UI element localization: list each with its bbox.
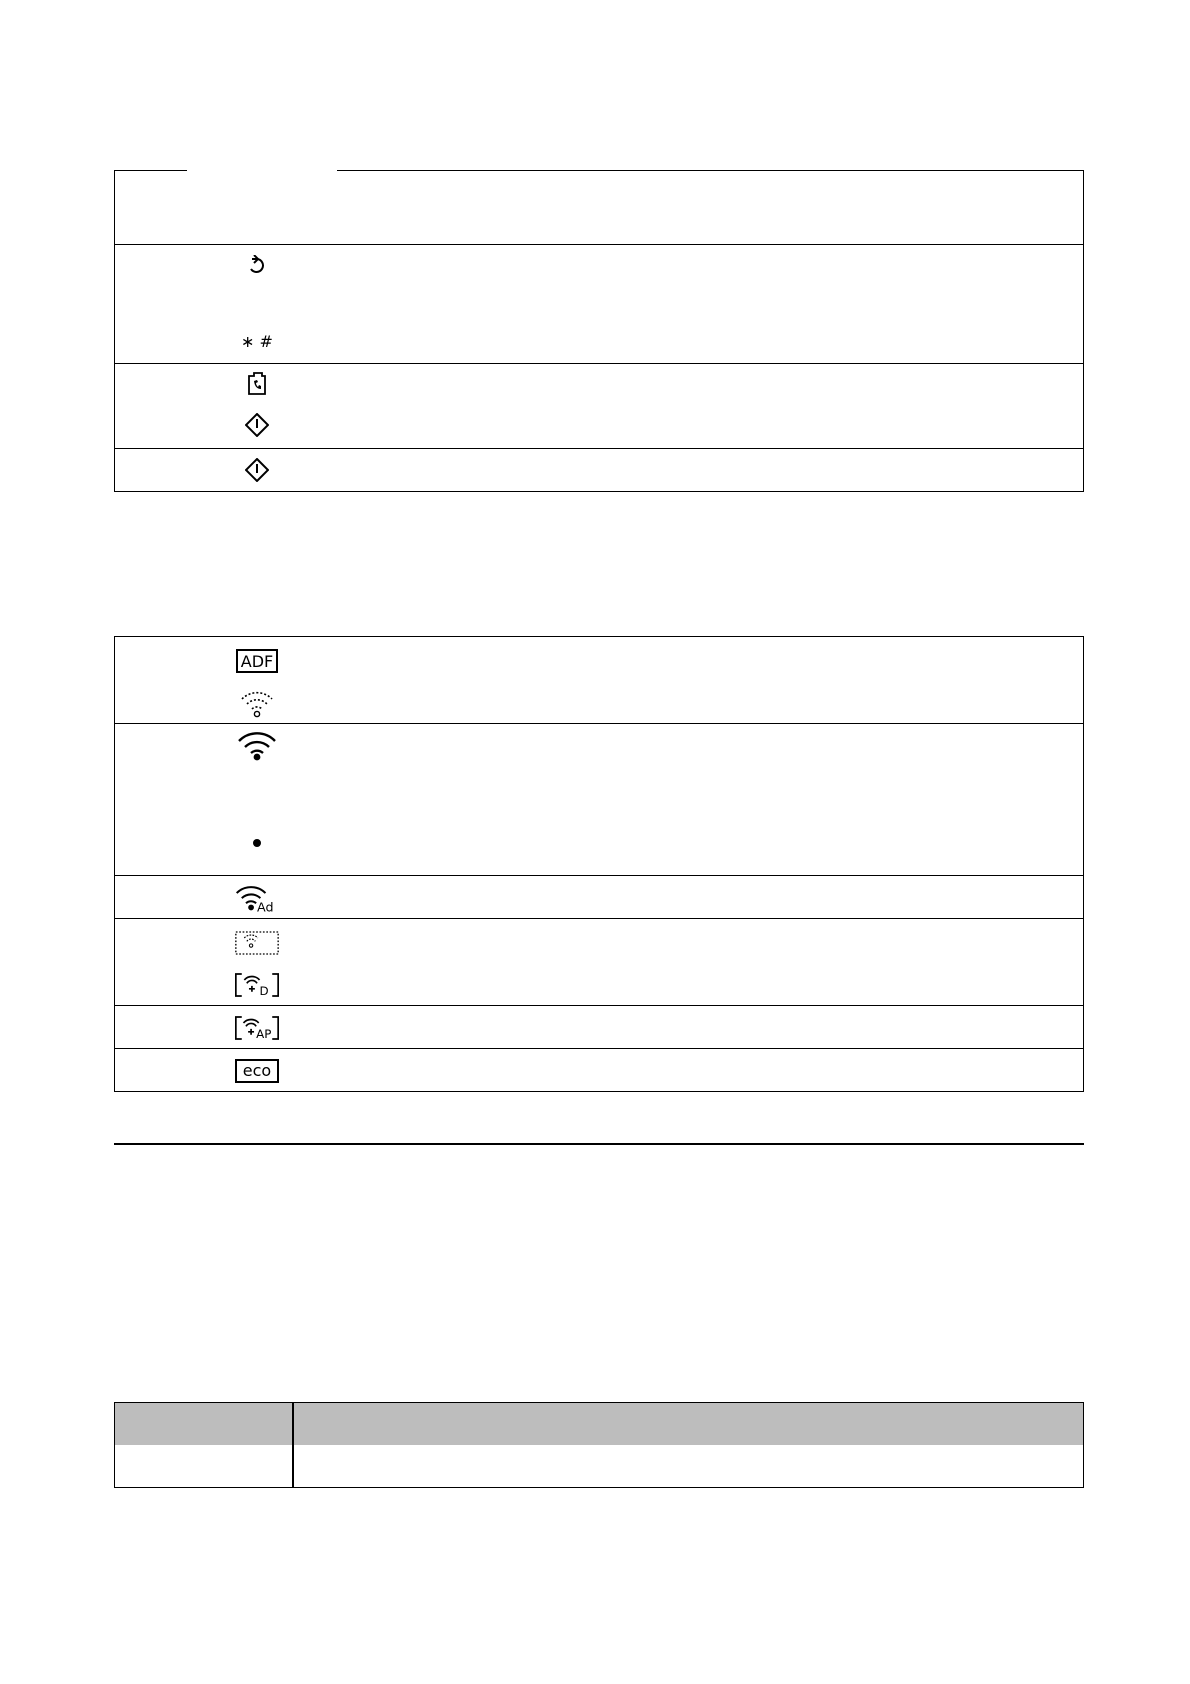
buttons-table (114, 170, 1084, 492)
bottom-table (114, 1402, 1084, 1488)
table-header (115, 1403, 1083, 1445)
back-icon (235, 253, 279, 281)
asterisk-hash-icon: ∗ # (241, 331, 273, 351)
wifi-disconnected-icon (235, 690, 279, 718)
section-divider (114, 1143, 1084, 1145)
table-row (115, 637, 1083, 723)
eco-icon (235, 1058, 279, 1084)
wifi-direct-off-icon (235, 928, 279, 958)
wifi-adhoc-icon (235, 883, 279, 915)
table-row (115, 918, 1083, 1005)
table-row (115, 244, 1083, 363)
wifi-direct-icon (235, 970, 279, 1000)
status-icons-table (114, 636, 1084, 1092)
start-icon (235, 457, 279, 483)
fax-send-icon (235, 371, 279, 397)
dot-icon (235, 835, 279, 851)
table-row (115, 723, 1083, 875)
table-row (115, 171, 1083, 244)
table-row (115, 1445, 1083, 1487)
wifi-connected-icon (235, 731, 279, 761)
table-row (115, 1048, 1083, 1091)
adf-icon (235, 648, 279, 674)
table-row (115, 363, 1083, 448)
svg-text:ADF: ADF (240, 652, 274, 671)
start-icon (235, 412, 279, 438)
svg-text:D: D (259, 984, 269, 999)
table-row (115, 875, 1083, 918)
svg-text:AP: AP (256, 1027, 272, 1042)
table-row (115, 448, 1083, 491)
svg-text:Ad: Ad (257, 899, 274, 915)
column-divider (292, 1403, 294, 1487)
table-row (115, 1005, 1083, 1048)
simple-ap-icon (235, 1013, 279, 1043)
svg-text:eco: eco (242, 1061, 272, 1080)
